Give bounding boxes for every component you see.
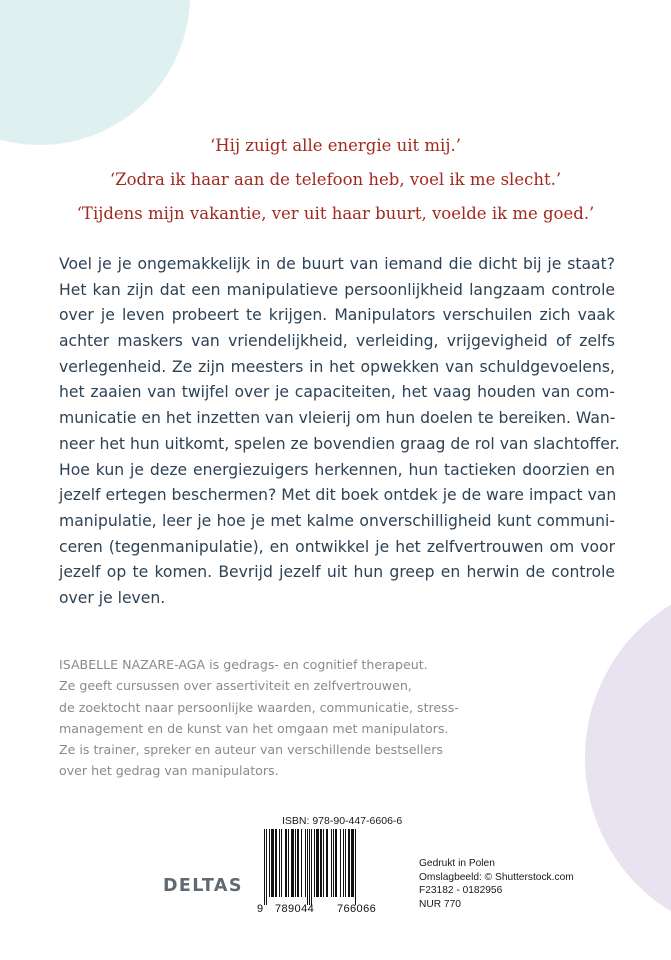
barcode-bar (316, 829, 319, 897)
barcode-bar (266, 829, 267, 905)
quote-line: ‘Zodra ik haar aan de telefoon heb, voel ik me slecht.’ (109, 170, 562, 189)
barcode-bar (333, 829, 334, 897)
barcode-bar (326, 829, 328, 897)
barcode-bar (297, 829, 299, 897)
barcode-first-digit: 9 (257, 903, 264, 915)
barcode-bar (348, 829, 350, 897)
barcode-bar (288, 829, 289, 897)
barcode-bar (340, 829, 341, 897)
barcode-bar (281, 829, 282, 897)
barcode-bar (291, 829, 294, 897)
barcode-bar (323, 829, 324, 897)
publication-info-line: Omslagbeeld: © Shutterstock.com (419, 871, 574, 883)
barcode-bar (269, 829, 270, 897)
bio-line: de zoektocht naar persoonlijke waarden, communicatie, stress- (59, 699, 459, 715)
barcode-bar (295, 829, 296, 897)
blurb-text (59, 252, 620, 612)
barcode-bar (345, 829, 346, 897)
barcode-bar (314, 829, 315, 897)
barcode-left-digits: 789044 (275, 903, 315, 915)
barcode (262, 829, 402, 905)
barcode-bar (343, 829, 344, 897)
barcode-bar (285, 829, 287, 897)
barcode-right-digits: 766066 (337, 903, 377, 915)
publication-info-line: Gedrukt in Polen (419, 858, 495, 869)
barcode-bar (301, 829, 302, 897)
blurb-line: Het kan zijn dat een manipulatieve persoonlijkheid langzaam controle (59, 280, 615, 299)
quote-line: ‘Hij zuigt alle energie uit mij.’ (210, 136, 461, 155)
decorative-circle-bottom (585, 578, 671, 938)
barcode-bar (331, 829, 332, 897)
decorative-circle-top (0, 0, 190, 145)
blurb-line: Hoe kun je deze energiezuigers herkennen, hun tactieken doorzien en (59, 460, 615, 479)
barcode-bar (335, 829, 337, 897)
publication-info-line: NUR 770 (419, 898, 461, 910)
blurb-line: municatie en het inzetten van vleierij om hun doelen te bereiken. Wan- (59, 409, 616, 428)
blurb-line: Voel je je ongemakkelijk in de buurt van iemand die dicht bij je staat? (59, 255, 615, 273)
author-bio (59, 654, 529, 782)
blurb-line: over je leven. (59, 588, 166, 607)
blurb-line: verlegenheid. Ze zijn meesters in het opwekken van schuldgevoelens, (59, 357, 615, 376)
blurb-line: jezelf op te komen. Bevrijd jezelf uit hun greep en herwin de controle (59, 563, 615, 582)
barcode-bar (307, 829, 308, 905)
barcode-bar (320, 829, 322, 897)
barcode-bar (275, 829, 277, 897)
barcode-bar (351, 829, 354, 897)
barcode-bar (264, 829, 265, 905)
barcode-bar (279, 829, 280, 897)
blurb-line: neer het hun uitkomt, spelen ze bovendien graag de rol van slachtoffer. (59, 434, 620, 453)
bio-line: ISABELLE NAZARE-AGA is gedrags- en cognitief therapeut. (59, 657, 428, 672)
publication-info (419, 857, 574, 911)
isbn-label: ISBN: 978-90-447-6606-6 (282, 815, 403, 827)
blurb-line: achter maskers van vriendelijkheid, verleiding, vrijgevigheid of zelfs (59, 332, 615, 351)
barcode-bar (271, 829, 274, 897)
publication-info-line: F23182 - 0182956 (419, 885, 503, 896)
bio-line: Ze geeft cursussen over assertiviteit en zelfvertrouwen, (59, 678, 412, 694)
barcode-bar (309, 829, 310, 905)
blurb-line: ceren (tegenmanipulatie), en ontwikkel je het zelfvertrouwen om voor (59, 537, 615, 556)
barcode-bar (311, 829, 312, 905)
quote-line: ‘Tijdens mijn vakantie, ver uit haar buurt, voelde ik me goed.’ (76, 204, 595, 223)
quotes-block (0, 129, 671, 231)
bio-line: management en de kunst van het omgaan met manipulators. (59, 720, 449, 736)
blurb-line: jezelf ertegen beschermen? Met dit boek ontdek je de ware impact van (59, 486, 617, 505)
blurb-line: manipulatie, leer je hoe je met kalme onverschilligheid kunt communi- (59, 511, 615, 530)
barcode-bar (305, 829, 306, 897)
blurb-line: over je leven probeert te krijgen. Manipulators verschuilen zich vaak (59, 306, 615, 325)
bio-line: over het gedrag van manipulators. (59, 763, 279, 779)
barcode-bar (355, 829, 356, 905)
publisher-logo: DELTAS (163, 876, 243, 896)
bio-line: Ze is trainer, spreker en auteur van verschillende bestsellers (59, 742, 443, 758)
blurb-line: het zaaien van twijfel over je capaciteiten, het vaag houden van com- (59, 383, 615, 402)
